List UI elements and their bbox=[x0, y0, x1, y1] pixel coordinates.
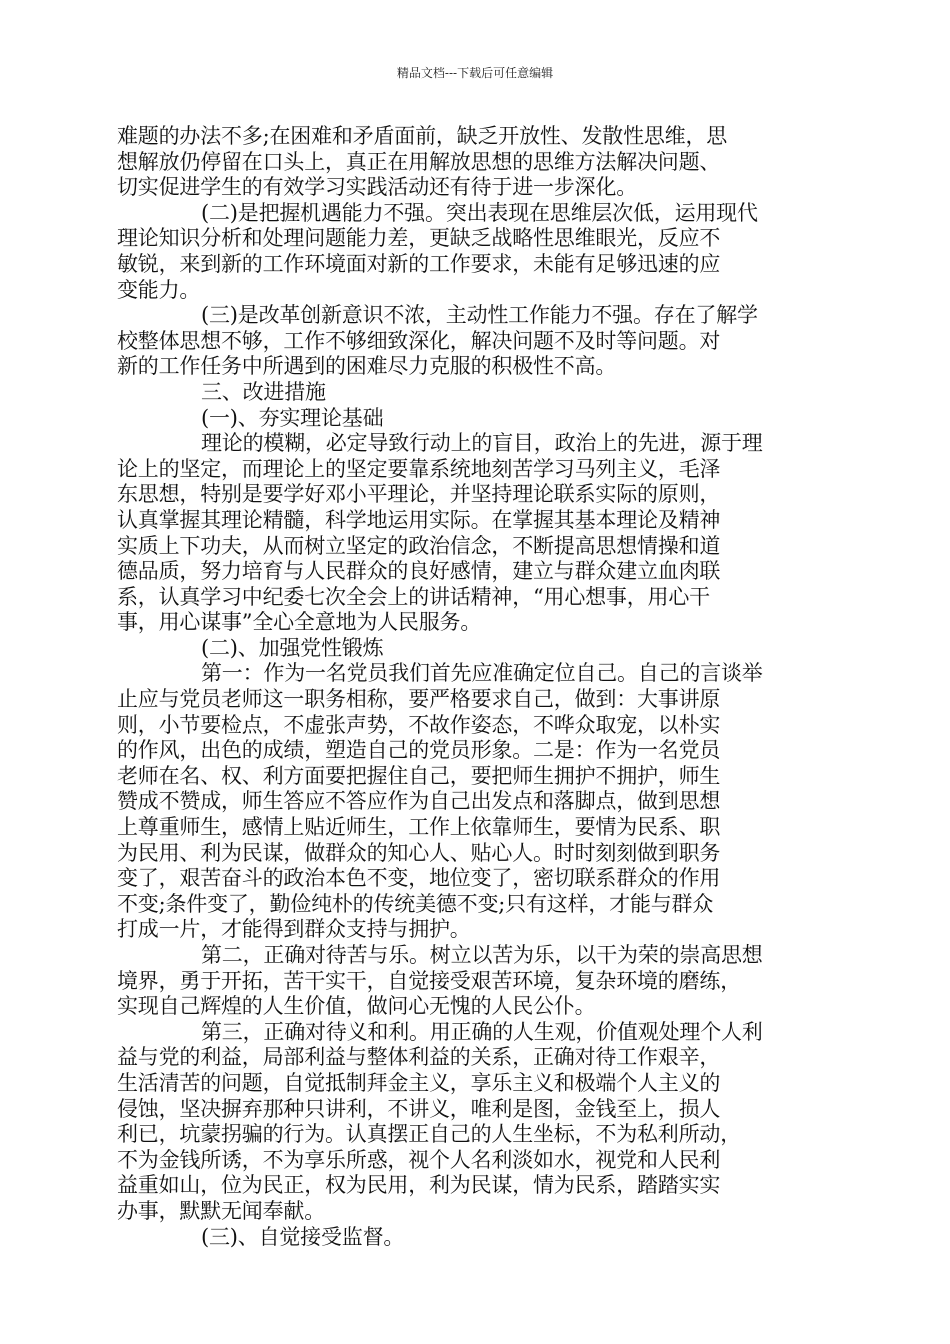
text-line: 东思想，特别是要学好邓小平理论，并坚持理论联系实际的原则， bbox=[117, 482, 721, 507]
document-body bbox=[117, 124, 839, 1250]
text-line: (三)是改革创新意识不浓，主动性工作能力不强。存在了解学 bbox=[201, 303, 758, 328]
text-line: 难题的办法不多;在困难和矛盾面前，缺乏开放性、发散性思维，思 bbox=[117, 124, 728, 148]
text-line: (二)、加强党性锻炼 bbox=[201, 635, 384, 660]
text-line: 第三，正确对待义和利。用正确的人生观，价值观处理个人利 bbox=[201, 1019, 763, 1044]
text-line: 新的工作任务中所遇到的困难尽力克服的积极性不高。 bbox=[117, 354, 617, 379]
text-line: 三、改进措施 bbox=[201, 379, 326, 404]
text-line: (三)、自觉接受监督。 bbox=[201, 1224, 405, 1249]
text-line: (一)、夯实理论基础 bbox=[201, 405, 384, 430]
text-line: 敏锐，来到新的工作环境面对新的工作要求，未能有足够迅速的应 bbox=[117, 251, 721, 276]
text-line: 上尊重师生，感情上贴近师生，工作上依靠师生，要情为民系、职 bbox=[117, 815, 721, 840]
text-line: 的作风，出色的成绩，塑造自己的党员形象。二是：作为一名党员 bbox=[117, 738, 721, 763]
text-line: 实质上下功夫，从而树立坚定的政治信念，不断提高思想情操和道 bbox=[117, 533, 721, 558]
text-line: 为民用、利为民谋，做群众的知心人、贴心人。时时刻刻做到职务 bbox=[117, 840, 721, 865]
text-line: 老师在名、权、利方面要把握住自己，要把师生拥护不拥护，师生 bbox=[117, 763, 721, 788]
text-line: 变了，艰苦奋斗的政治本色不变，地位变了，密切联系群众的作用 bbox=[117, 866, 721, 891]
text-line: 理论知识分析和处理问题能力差，更缺乏战略性思维眼光，反应不 bbox=[117, 226, 721, 251]
text-line: 理论的模糊，必定导致行动上的盲目，政治上的先进，源于理 bbox=[201, 431, 763, 456]
text-line: 实现自己辉煌的人生价值，做问心无愧的人民公仆。 bbox=[117, 994, 596, 1019]
page-header: 精品文档---下载后可任意编辑 bbox=[396, 66, 554, 80]
text-line: 认真掌握其理论精髓，科学地运用实际。在掌握其基本理论及精神 bbox=[117, 507, 721, 532]
text-line: 赞成不赞成，师生答应不答应作为自己出发点和落脚点，做到思想 bbox=[117, 789, 721, 814]
text-line: 校整体思想不够，工作不够细致深化，解决问题不及时等问题。对 bbox=[117, 328, 721, 353]
text-line: 益重如山，位为民正，权为民用，利为民谋，情为民系，踏踏实实 bbox=[117, 1173, 721, 1198]
text-line: 打成一片，才能得到群众支持与拥护。 bbox=[117, 917, 471, 942]
text-line: 止应与党员老师这一职务相称，要严格要求自己，做到：大事讲原 bbox=[117, 687, 721, 712]
text-line: 办事，默默无闻奉献。 bbox=[117, 1198, 325, 1223]
text-line: 变能力。 bbox=[117, 277, 201, 302]
text-line: 第一：作为一名党员我们首先应准确定位自己。自己的言谈举 bbox=[201, 661, 763, 686]
text-line: 系，认真学习中纪委七次全会上的讲话精神，“用心想事，用心干 bbox=[117, 584, 710, 609]
text-line: 利已，坑蒙拐骗的行为。认真摆正自己的人生坐标，不为私利所动， bbox=[117, 1122, 741, 1147]
text-line: 不为金钱所诱，不为享乐所惑，视个人名利淡如水，视党和人民利 bbox=[117, 1147, 721, 1172]
text-line: 益与党的利益，局部利益与整体利益的关系，正确对待工作艰辛， bbox=[117, 1045, 721, 1070]
text-line: 境界，勇于开拓，苦干实干，自觉接受艰苦环境，复杂环境的磨练， bbox=[117, 968, 741, 993]
text-line: 德品质，努力培育与人民群众的良好感情，建立与群众建立血肉联 bbox=[117, 559, 721, 584]
text-line: 则，小节要检点，不虚张声势，不故作姿态，不哗众取宠，以朴实 bbox=[117, 712, 721, 737]
text-line: 想解放仍停留在口头上，真正在用解放思想的思维方法解决问题、 bbox=[117, 149, 721, 174]
text-line: 切实促进学生的有效学习实践活动还有待于进一步深化。 bbox=[117, 175, 637, 200]
text-line: 生活清苦的问题，自觉抵制拜金主义，享乐主义和极端个人主义的 bbox=[117, 1070, 721, 1095]
text-line: (二)是把握机遇能力不强。突出表现在思维层次低，运用现代 bbox=[201, 200, 758, 225]
text-line: 第二，正确对待苦与乐。树立以苦为乐，以干为荣的崇高思想 bbox=[201, 943, 763, 967]
text-line: 事，用心谋事”全心全意地为人民服务。 bbox=[117, 610, 482, 635]
text-line: 论上的坚定，而理论上的坚定要靠系统地刻苦学习马列主义，毛泽 bbox=[117, 456, 721, 481]
text-line: 侵蚀，坚决摒弃那种只讲利，不讲义，唯利是图，金钱至上，损人 bbox=[117, 1096, 721, 1121]
text-line: 不变;条件变了，勤俭纯朴的传统美德不变;只有这样，才能与群众 bbox=[117, 891, 714, 916]
